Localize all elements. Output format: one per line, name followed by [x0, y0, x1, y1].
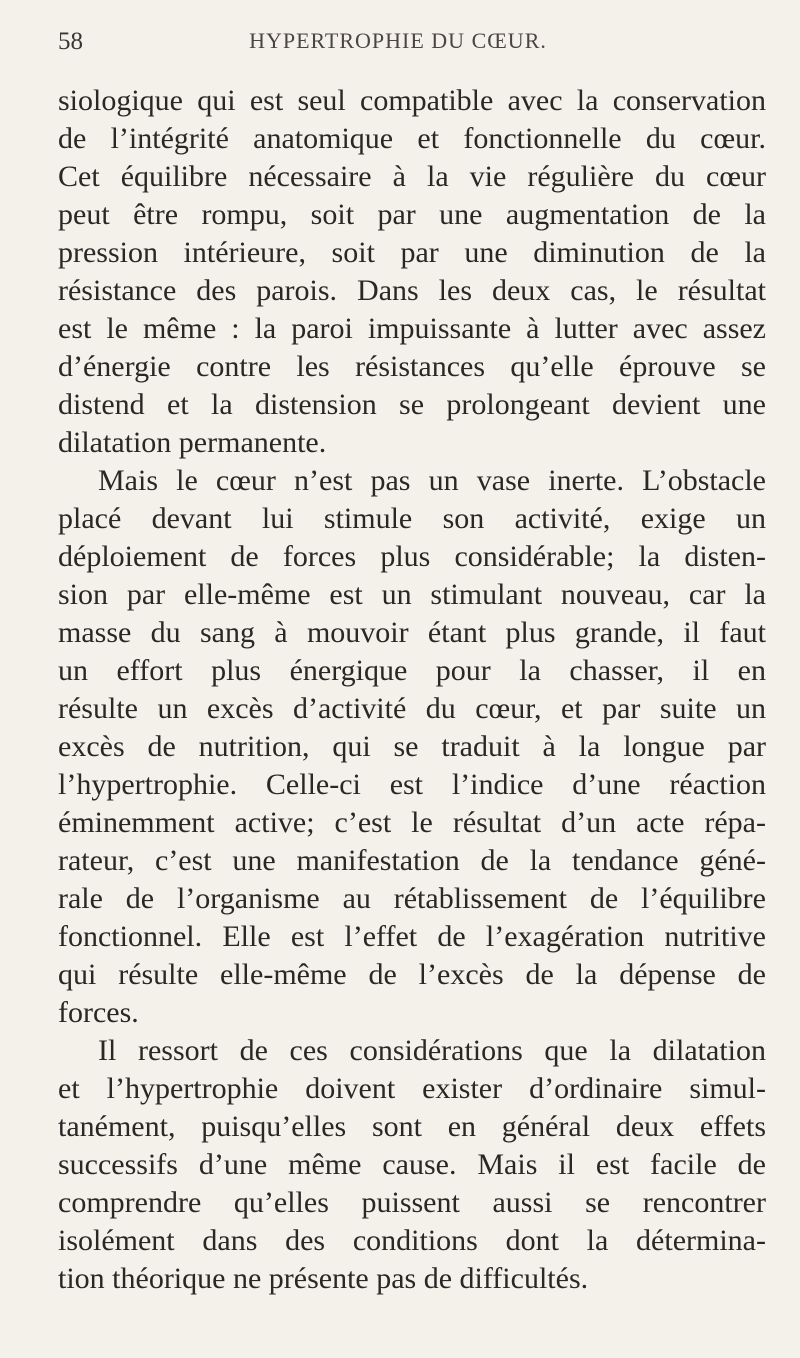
- text-line: comprendre qu’elles puissent aussi se rencontrer: [58, 1186, 766, 1219]
- text-line: Cet équilibre nécessaire à la vie régulière du cœur: [58, 160, 766, 193]
- body-text: [58, 82, 766, 1298]
- text-line: successifs d’une même cause. Mais il est facile de: [58, 1148, 766, 1181]
- text-line: isolément dans des conditions dont la détermina-: [58, 1224, 766, 1257]
- text-line: pression intérieure, soit par une diminution de la: [58, 236, 766, 269]
- text-line: d’énergie contre les résistances qu’elle éprouve se: [58, 350, 766, 383]
- text-line: rale de l’organisme au rétablissement de l’équilibre: [58, 882, 766, 915]
- text-line: excès de nutrition, qui se traduit à la longue par: [58, 730, 766, 763]
- running-title: HYPERTROPHIE DU CŒUR.: [249, 28, 547, 53]
- text-line: dilatation permanente.: [58, 426, 327, 459]
- paragraph-start-line: Il ressort de ces considérations que la dilatation: [98, 1034, 766, 1067]
- text-line: éminemment active; c’est le résultat d’un acte répa-: [58, 806, 766, 839]
- text-line: sion par elle-même est un stimulant nouveau, car la: [58, 578, 766, 611]
- text-line: distend et la distension se prolongeant devient une: [58, 388, 766, 421]
- text-line: résistance des parois. Dans les deux cas, le résultat: [58, 274, 766, 307]
- text-line: et l’hypertrophie doivent exister d’ordinaire simul-: [58, 1072, 766, 1105]
- running-head: [58, 28, 738, 58]
- paragraph-start-line: Mais le cœur n’est pas un vase inerte. L’obstacle: [98, 464, 766, 497]
- text-line: siologique qui est seul compatible avec la conservation: [58, 84, 766, 117]
- text-line: peut être rompu, soit par une augmentation de la: [58, 198, 766, 231]
- text-line: placé devant lui stimule son activité, exige un: [58, 502, 766, 535]
- text-line: masse du sang à mouvoir étant plus grande, il faut: [58, 616, 766, 649]
- text-line: fonctionnel. Elle est l’effet de l’exagération nutritive: [58, 920, 766, 953]
- text-line: de l’intégrité anatomique et fonctionnelle du cœur.: [58, 122, 766, 155]
- text-line: résulte un excès d’activité du cœur, et par suite un: [58, 692, 766, 725]
- text-line: forces.: [58, 996, 139, 1029]
- text-line: qui résulte elle-même de l’excès de la dépense de: [58, 958, 766, 991]
- page-number: 58: [58, 28, 83, 55]
- text-line: déploiement de forces plus considérable; la disten-: [58, 540, 766, 573]
- text-line: est le même : la paroi impuissante à lutter avec assez: [58, 312, 766, 345]
- text-line: rateur, c’est une manifestation de la tendance géné-: [58, 844, 766, 877]
- text-line: tanément, puisqu’elles sont en général deux effets: [58, 1110, 766, 1143]
- text-line: l’hypertrophie. Celle-ci est l’indice d’une réaction: [58, 768, 766, 801]
- text-line: tion théorique ne présente pas de difficultés.: [58, 1262, 589, 1295]
- text-line: un effort plus énergique pour la chasser, il en: [58, 654, 766, 687]
